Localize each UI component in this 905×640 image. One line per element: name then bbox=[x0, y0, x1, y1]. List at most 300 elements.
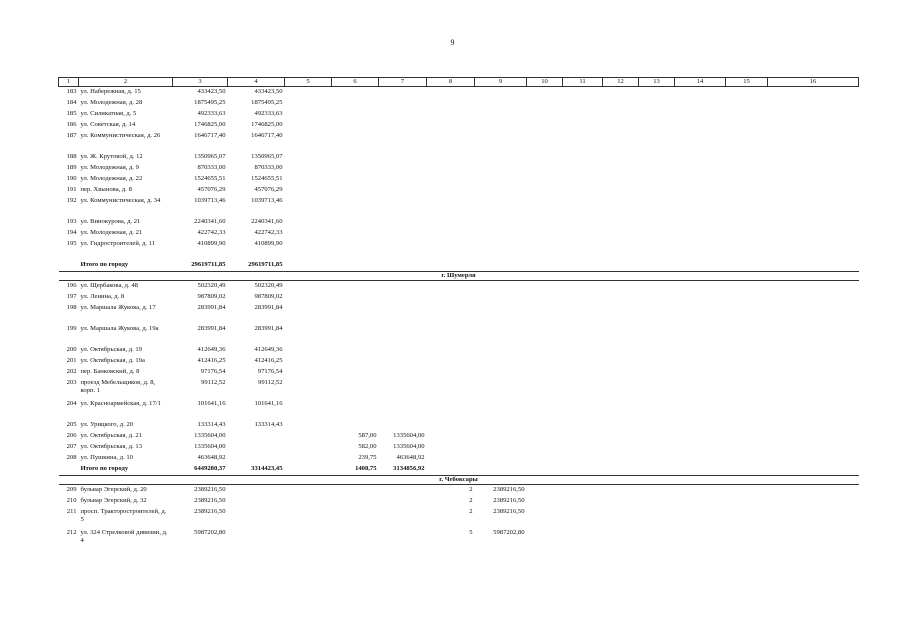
empty-cell bbox=[768, 442, 859, 453]
empty-cell bbox=[603, 324, 639, 345]
empty-cell bbox=[639, 109, 675, 120]
empty-cell bbox=[527, 303, 563, 324]
empty-cell bbox=[726, 163, 768, 174]
row-number: 185 bbox=[66, 110, 77, 117]
total-amount: 29619711,85 bbox=[173, 260, 228, 272]
amount-cell bbox=[379, 345, 427, 356]
empty-cell bbox=[563, 442, 603, 453]
empty-cell bbox=[675, 281, 726, 293]
empty-cell bbox=[768, 356, 859, 367]
empty-cell bbox=[285, 292, 332, 303]
value-cell bbox=[332, 131, 379, 152]
value-cell bbox=[332, 87, 379, 99]
address-cell: ул. Пушкина, д. 10 bbox=[80, 454, 133, 461]
empty-cell bbox=[603, 528, 639, 549]
empty-cell bbox=[527, 496, 563, 507]
empty-cell bbox=[639, 431, 675, 442]
empty-cell bbox=[726, 528, 768, 549]
value-cell bbox=[427, 239, 475, 260]
empty-cell bbox=[527, 345, 563, 356]
empty-cell bbox=[285, 303, 332, 324]
table-row bbox=[59, 345, 859, 356]
amount-cell: 1335604,00 bbox=[393, 443, 425, 450]
empty-cell bbox=[639, 464, 675, 476]
value-cell bbox=[332, 324, 379, 345]
empty-cell bbox=[603, 131, 639, 152]
city-name: г. Чебоксары bbox=[59, 476, 859, 485]
empty-cell bbox=[768, 496, 859, 507]
amount-cell: 870333,00 bbox=[197, 164, 226, 171]
amount-cell bbox=[475, 120, 527, 131]
empty-cell bbox=[527, 87, 563, 99]
empty-cell bbox=[527, 152, 563, 163]
value-cell bbox=[427, 98, 475, 109]
empty-cell bbox=[563, 345, 603, 356]
amount-cell bbox=[475, 453, 527, 464]
empty-cell bbox=[285, 367, 332, 378]
empty-cell bbox=[639, 303, 675, 324]
empty-cell bbox=[563, 217, 603, 228]
amount-cell bbox=[475, 152, 527, 163]
table-row bbox=[59, 131, 859, 152]
empty-cell bbox=[639, 453, 675, 464]
value-cell bbox=[427, 228, 475, 239]
empty-cell bbox=[603, 496, 639, 507]
empty-cell bbox=[603, 239, 639, 260]
empty-cell bbox=[603, 98, 639, 109]
row-number: 206 bbox=[66, 432, 77, 439]
total-amount: 3314423,45 bbox=[228, 464, 285, 476]
empty-cell bbox=[563, 131, 603, 152]
empty-cell bbox=[675, 217, 726, 228]
amount-cell: 5987202,80 bbox=[194, 529, 226, 536]
row-number: 192 bbox=[66, 197, 77, 204]
empty-cell bbox=[563, 152, 603, 163]
amount-cell: 1524655,51 bbox=[194, 175, 226, 182]
address-cell: ул. Урицкого, д. 20 bbox=[80, 421, 134, 428]
amount-cell: 457076,29 bbox=[254, 186, 283, 193]
empty-cell bbox=[639, 185, 675, 196]
empty-cell bbox=[285, 217, 332, 228]
amount-cell bbox=[475, 163, 527, 174]
empty-cell bbox=[527, 228, 563, 239]
amount-cell bbox=[379, 98, 427, 109]
empty-cell bbox=[285, 453, 332, 464]
empty-cell bbox=[563, 528, 603, 549]
address-cell: ул. Гидростроителей, д. 11 bbox=[80, 240, 156, 247]
empty-cell bbox=[563, 303, 603, 324]
empty-cell bbox=[726, 442, 768, 453]
value-cell bbox=[427, 345, 475, 356]
address-cell: ул. Молодежная, д. 9 bbox=[80, 164, 139, 171]
empty-cell bbox=[639, 345, 675, 356]
empty-cell bbox=[675, 378, 726, 399]
value-cell bbox=[332, 281, 379, 293]
empty-cell bbox=[527, 399, 563, 420]
value-cell bbox=[332, 507, 379, 528]
address-cell: проезд Мебельщиков, д. 8, корп. 1 bbox=[80, 379, 156, 394]
value-cell: 587,00 bbox=[358, 432, 377, 439]
table-row bbox=[59, 196, 859, 217]
value-cell bbox=[427, 356, 475, 367]
empty-cell bbox=[768, 453, 859, 464]
amount-cell: 2389216,50 bbox=[493, 497, 525, 504]
address-cell: ул. Молодежная, д. 22 bbox=[80, 175, 143, 182]
total-amount: 6449280,37 bbox=[173, 464, 228, 476]
amount-cell bbox=[475, 228, 527, 239]
empty-cell bbox=[768, 260, 859, 272]
column-header: 13 bbox=[639, 78, 675, 87]
empty-cell bbox=[285, 239, 332, 260]
column-number-header bbox=[59, 78, 859, 87]
city-name: г. Шумерля bbox=[59, 272, 859, 281]
amount-cell bbox=[379, 324, 427, 345]
empty-cell bbox=[675, 496, 726, 507]
row-number: 196 bbox=[66, 282, 77, 289]
value-cell bbox=[332, 185, 379, 196]
empty-cell bbox=[675, 324, 726, 345]
row-number: 211 bbox=[66, 508, 77, 515]
empty-cell bbox=[726, 120, 768, 131]
empty-cell bbox=[603, 420, 639, 431]
empty-cell bbox=[639, 507, 675, 528]
amount-cell bbox=[475, 399, 527, 420]
amount-cell: 463648,92 bbox=[197, 454, 226, 461]
empty-cell bbox=[527, 442, 563, 453]
empty-cell bbox=[726, 485, 768, 497]
empty-cell bbox=[427, 260, 475, 272]
empty-cell bbox=[768, 152, 859, 163]
row-number: 205 bbox=[66, 421, 77, 428]
empty-cell bbox=[675, 152, 726, 163]
amount-cell bbox=[475, 420, 527, 431]
empty-cell bbox=[726, 87, 768, 99]
empty-cell bbox=[603, 367, 639, 378]
amount-cell: 2240341,60 bbox=[194, 218, 226, 225]
empty-cell bbox=[768, 109, 859, 120]
amount-cell: 410899,90 bbox=[254, 240, 283, 247]
amount-cell bbox=[379, 163, 427, 174]
value-cell bbox=[332, 228, 379, 239]
empty-cell bbox=[603, 453, 639, 464]
value-cell bbox=[427, 152, 475, 163]
empty-cell bbox=[527, 196, 563, 217]
address-cell: просп. Тракторостроителей, д. 5 bbox=[80, 508, 167, 523]
value-cell bbox=[332, 163, 379, 174]
amount-cell: 283991,84 bbox=[197, 325, 226, 332]
empty-cell bbox=[639, 87, 675, 99]
value-cell bbox=[332, 356, 379, 367]
city-total-row bbox=[59, 260, 859, 272]
value-cell bbox=[332, 174, 379, 185]
empty-cell bbox=[675, 431, 726, 442]
amount-cell bbox=[379, 120, 427, 131]
amount-cell bbox=[228, 453, 285, 464]
value-cell bbox=[332, 345, 379, 356]
value-cell: 5 bbox=[469, 529, 473, 536]
empty-cell bbox=[675, 453, 726, 464]
amount-cell: 283991,84 bbox=[197, 304, 226, 311]
empty-cell bbox=[768, 120, 859, 131]
empty-cell bbox=[768, 174, 859, 185]
empty-cell bbox=[639, 324, 675, 345]
empty-cell bbox=[768, 399, 859, 420]
empty-cell bbox=[675, 87, 726, 99]
empty-cell bbox=[768, 131, 859, 152]
table-row bbox=[59, 378, 859, 399]
value-cell bbox=[332, 378, 379, 399]
column-header: 10 bbox=[527, 78, 563, 87]
empty-cell bbox=[285, 507, 332, 528]
value-cell bbox=[427, 281, 475, 293]
row-number: 203 bbox=[66, 379, 77, 386]
register-table bbox=[58, 77, 859, 549]
amount-cell bbox=[228, 442, 285, 453]
total-amount: 29619711,85 bbox=[228, 260, 285, 272]
amount-cell: 1875495,25 bbox=[194, 99, 226, 106]
column-header: 9 bbox=[475, 78, 527, 87]
empty-cell bbox=[527, 324, 563, 345]
column-header: 12 bbox=[603, 78, 639, 87]
row-number: 197 bbox=[66, 293, 77, 300]
value-cell bbox=[427, 131, 475, 152]
table-row bbox=[59, 496, 859, 507]
empty-cell bbox=[639, 131, 675, 152]
empty-cell bbox=[675, 163, 726, 174]
value-cell bbox=[332, 528, 379, 549]
amount-cell: 1335604,00 bbox=[393, 432, 425, 439]
address-cell: ул. Красноармейская, д. 17/1 bbox=[80, 400, 161, 407]
empty-cell bbox=[603, 196, 639, 217]
total-amount bbox=[379, 260, 427, 272]
column-header: 6 bbox=[332, 78, 379, 87]
amount-cell bbox=[379, 281, 427, 293]
amount-cell bbox=[379, 217, 427, 228]
empty-cell bbox=[603, 507, 639, 528]
value-cell bbox=[427, 109, 475, 120]
amount-cell: 1350965,07 bbox=[194, 153, 226, 160]
address-cell: ул. Советская, д. 14 bbox=[80, 121, 136, 128]
value-cell bbox=[332, 217, 379, 228]
value-cell bbox=[332, 196, 379, 217]
empty-cell bbox=[563, 163, 603, 174]
amount-cell bbox=[379, 378, 427, 399]
empty-cell bbox=[675, 185, 726, 196]
table-row bbox=[59, 174, 859, 185]
amount-cell: 987809,02 bbox=[197, 293, 226, 300]
table-row bbox=[59, 528, 859, 549]
amount-cell bbox=[475, 442, 527, 453]
row-number: 201 bbox=[66, 357, 77, 364]
empty-cell bbox=[768, 464, 859, 476]
amount-cell bbox=[475, 217, 527, 228]
empty-cell bbox=[285, 98, 332, 109]
empty-cell bbox=[726, 196, 768, 217]
amount-cell bbox=[379, 292, 427, 303]
empty-cell bbox=[475, 260, 527, 272]
amount-cell bbox=[228, 496, 285, 507]
value-cell bbox=[332, 496, 379, 507]
table-row bbox=[59, 217, 859, 228]
amount-cell: 433423,50 bbox=[254, 88, 283, 95]
value-cell bbox=[332, 98, 379, 109]
empty-cell bbox=[768, 420, 859, 431]
table-row bbox=[59, 228, 859, 239]
empty-cell bbox=[285, 260, 332, 272]
amount-cell: 422742,33 bbox=[197, 229, 226, 236]
empty-cell bbox=[527, 378, 563, 399]
empty-cell bbox=[726, 345, 768, 356]
row-number: 208 bbox=[66, 454, 77, 461]
row-number: 188 bbox=[66, 153, 77, 160]
empty-cell bbox=[768, 507, 859, 528]
value-cell bbox=[427, 420, 475, 431]
row-number: 195 bbox=[66, 240, 77, 247]
empty-cell bbox=[675, 239, 726, 260]
amount-cell: 412416,25 bbox=[197, 357, 226, 364]
empty-cell bbox=[675, 356, 726, 367]
value-cell: 2 bbox=[469, 486, 473, 493]
empty-cell bbox=[675, 399, 726, 420]
amount-cell: 283991,84 bbox=[254, 304, 283, 311]
empty-cell bbox=[603, 303, 639, 324]
row-number: 189 bbox=[66, 164, 77, 171]
row-number: 210 bbox=[66, 497, 77, 504]
empty-cell bbox=[527, 431, 563, 442]
empty-cell bbox=[639, 196, 675, 217]
column-header: 3 bbox=[173, 78, 228, 87]
amount-cell bbox=[379, 303, 427, 324]
amount-cell: 2389216,50 bbox=[194, 497, 226, 504]
empty-cell bbox=[563, 228, 603, 239]
empty-cell bbox=[726, 431, 768, 442]
empty-cell bbox=[726, 496, 768, 507]
empty-cell bbox=[563, 120, 603, 131]
empty-cell bbox=[285, 496, 332, 507]
amount-cell: 433423,50 bbox=[197, 88, 226, 95]
amount-cell: 2389216,50 bbox=[493, 508, 525, 515]
empty-cell bbox=[768, 431, 859, 442]
amount-cell: 2389216,50 bbox=[194, 508, 226, 515]
empty-cell bbox=[475, 464, 527, 476]
empty-cell bbox=[675, 292, 726, 303]
amount-cell: 2389216,50 bbox=[194, 486, 226, 493]
empty-cell bbox=[603, 260, 639, 272]
empty-cell bbox=[726, 367, 768, 378]
empty-cell bbox=[726, 324, 768, 345]
empty-cell bbox=[527, 356, 563, 367]
table-row bbox=[59, 453, 859, 464]
empty-cell bbox=[285, 345, 332, 356]
empty-cell bbox=[563, 87, 603, 99]
empty-cell bbox=[285, 281, 332, 293]
empty-cell bbox=[675, 420, 726, 431]
table-row bbox=[59, 109, 859, 120]
row-number: 193 bbox=[66, 218, 77, 225]
table-row bbox=[59, 87, 859, 99]
amount-cell bbox=[379, 485, 427, 497]
empty-cell bbox=[675, 485, 726, 497]
empty-cell bbox=[563, 496, 603, 507]
amount-cell: 133314,43 bbox=[197, 421, 226, 428]
amount-cell bbox=[475, 98, 527, 109]
empty-cell bbox=[603, 356, 639, 367]
empty-cell bbox=[563, 356, 603, 367]
empty-cell bbox=[563, 324, 603, 345]
value-cell bbox=[332, 239, 379, 260]
empty-cell bbox=[285, 87, 332, 99]
empty-cell bbox=[726, 281, 768, 293]
value-cell: 2 bbox=[469, 497, 473, 504]
value-cell bbox=[427, 196, 475, 217]
value-cell bbox=[427, 292, 475, 303]
empty-cell bbox=[726, 260, 768, 272]
table-row bbox=[59, 152, 859, 163]
amount-cell bbox=[475, 378, 527, 399]
empty-cell bbox=[675, 528, 726, 549]
empty-cell bbox=[527, 109, 563, 120]
empty-cell bbox=[768, 185, 859, 196]
value-cell bbox=[332, 367, 379, 378]
amount-cell bbox=[475, 185, 527, 196]
empty-cell bbox=[285, 196, 332, 217]
empty-cell bbox=[639, 239, 675, 260]
empty-cell bbox=[768, 303, 859, 324]
empty-cell bbox=[639, 442, 675, 453]
amount-cell: 987809,02 bbox=[254, 293, 283, 300]
column-header: 11 bbox=[563, 78, 603, 87]
empty-cell bbox=[285, 174, 332, 185]
amount-cell bbox=[228, 485, 285, 497]
row-number: 190 bbox=[66, 175, 77, 182]
empty-cell bbox=[563, 485, 603, 497]
empty-cell bbox=[639, 260, 675, 272]
empty-cell bbox=[768, 292, 859, 303]
row-number: 191 bbox=[66, 186, 77, 193]
amount-cell bbox=[475, 196, 527, 217]
empty-cell bbox=[603, 399, 639, 420]
empty-cell bbox=[639, 217, 675, 228]
table-row bbox=[59, 185, 859, 196]
address-cell: бульвар Эгерский, д. 32 bbox=[80, 497, 147, 504]
empty-cell bbox=[768, 324, 859, 345]
row-number: 194 bbox=[66, 229, 77, 236]
empty-cell bbox=[726, 98, 768, 109]
table-row bbox=[59, 431, 859, 442]
table-row bbox=[59, 98, 859, 109]
value-cell: 582,00 bbox=[358, 443, 377, 450]
empty-cell bbox=[639, 356, 675, 367]
empty-cell bbox=[675, 507, 726, 528]
empty-cell bbox=[675, 345, 726, 356]
row-number: 186 bbox=[66, 121, 77, 128]
address-cell: ул. Винокурова, д. 21 bbox=[80, 218, 141, 225]
empty-cell bbox=[768, 217, 859, 228]
amount-cell: 99112,52 bbox=[201, 379, 226, 386]
amount-cell: 1039713,46 bbox=[194, 197, 226, 204]
column-header: 8 bbox=[427, 78, 475, 87]
column-header: 14 bbox=[675, 78, 726, 87]
empty-cell bbox=[675, 196, 726, 217]
amount-cell: 1746825,00 bbox=[251, 121, 283, 128]
amount-cell bbox=[379, 174, 427, 185]
empty-cell bbox=[675, 120, 726, 131]
empty-cell bbox=[285, 120, 332, 131]
column-header: 7 bbox=[379, 78, 427, 87]
value-cell bbox=[332, 292, 379, 303]
empty-cell bbox=[639, 163, 675, 174]
empty-cell bbox=[563, 196, 603, 217]
